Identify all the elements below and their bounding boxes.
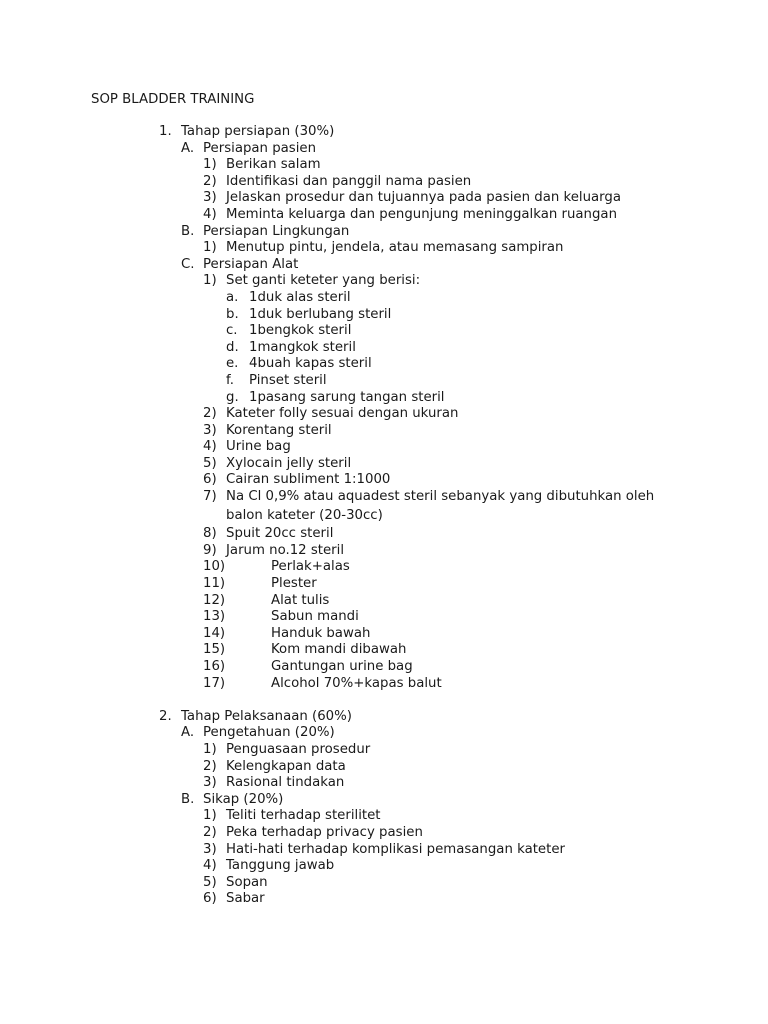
- list-item: B. Sikap (20%): [181, 791, 284, 807]
- document-title: SOP BLADDER TRAINING: [91, 92, 255, 107]
- list-item: 5) Sopan: [203, 874, 268, 890]
- list-item: 1) Penguasaan prosedur: [203, 741, 371, 757]
- blank-line: [0, 692, 768, 709]
- list-item: 3) Hati-hati terhadap komplikasi pemasangan kateter: [203, 841, 565, 857]
- list-item: 2) Peka terhadap privacy pasien: [203, 824, 423, 840]
- list-item: 17) Alcohol 70%+kapas balut: [203, 675, 442, 691]
- list-item: e. 4buah kapas steril: [226, 356, 372, 372]
- list-item: 4) Urine bag: [203, 439, 291, 455]
- list-item: 4) Meminta keluarga dan pengunjung meninggalkan ruangan: [203, 206, 618, 222]
- list-item: 2) Identifikasi dan panggil nama pasien: [203, 173, 472, 189]
- list-item: 4) Tanggung jawab: [203, 858, 335, 874]
- list-item: 10) Perlak+alas: [203, 559, 350, 575]
- outline-list: [0, 124, 768, 908]
- list-item: B. Persiapan Lingkungan: [181, 223, 350, 239]
- list-item: 5) Xylocain jelly steril: [203, 455, 352, 471]
- list-item: b. 1duk berlubang steril: [226, 306, 392, 322]
- list-item: d. 1mangkok steril: [226, 339, 356, 355]
- list-item: 1) Teliti terhadap sterilitet: [203, 808, 381, 824]
- list-item: 1. Tahap persiapan (30%): [159, 124, 335, 139]
- list-item: 2. Tahap Pelaksanaan (60%): [159, 708, 352, 724]
- list-item: 7) Na Cl 0,9% atau aquadest steril sebanyak yang dibutuhkan oleh: [203, 489, 655, 505]
- list-item: A. Persiapan pasien: [181, 140, 317, 156]
- list-item: 11) Plester: [203, 576, 317, 592]
- list-item: 2) Kateter folly sesuai dengan ukuran: [203, 406, 459, 422]
- list-item: 13) Sabun mandi: [203, 609, 359, 625]
- list-item: a. 1duk alas steril: [226, 289, 351, 305]
- list-item: 3) Rasional tindakan: [203, 775, 345, 791]
- list-item: 8) Spuit 20cc steril: [203, 526, 334, 542]
- list-item: 15) Kom mandi dibawah: [203, 642, 407, 658]
- list-item: 1) Set ganti keteter yang berisi:: [203, 273, 421, 289]
- list-item: g. 1pasang sarung tangan steril: [226, 389, 445, 405]
- list-item: 9) Jarum no.12 steril: [203, 542, 345, 558]
- list-item: 3) Korentang steril: [203, 422, 332, 438]
- list-item: c. 1bengkok steril: [226, 323, 352, 339]
- list-item: 1) Menutup pintu, jendela, atau memasang sampiran: [203, 240, 564, 256]
- list-item: 1) Berikan salam: [203, 157, 321, 173]
- list-item-continuation: balon kateter (20-30cc): [226, 507, 383, 523]
- list-item: 14) Handuk bawah: [203, 625, 371, 641]
- list-item: C. Persiapan Alat: [181, 256, 299, 272]
- list-item: 6) Cairan subliment 1:1000: [203, 472, 391, 488]
- list-item: f. Pinset steril: [226, 372, 327, 388]
- list-item: 2) Kelengkapan data: [203, 758, 346, 774]
- list-item: 12) Alat tulis: [203, 592, 330, 608]
- list-item: 6) Sabar: [203, 891, 265, 907]
- list-item: 3) Jelaskan prosedur dan tujuannya pada pasien dan keluarga: [203, 190, 622, 206]
- list-item: 16) Gantungan urine bag: [203, 659, 413, 674]
- list-item: A. Pengetahuan (20%): [181, 725, 335, 741]
